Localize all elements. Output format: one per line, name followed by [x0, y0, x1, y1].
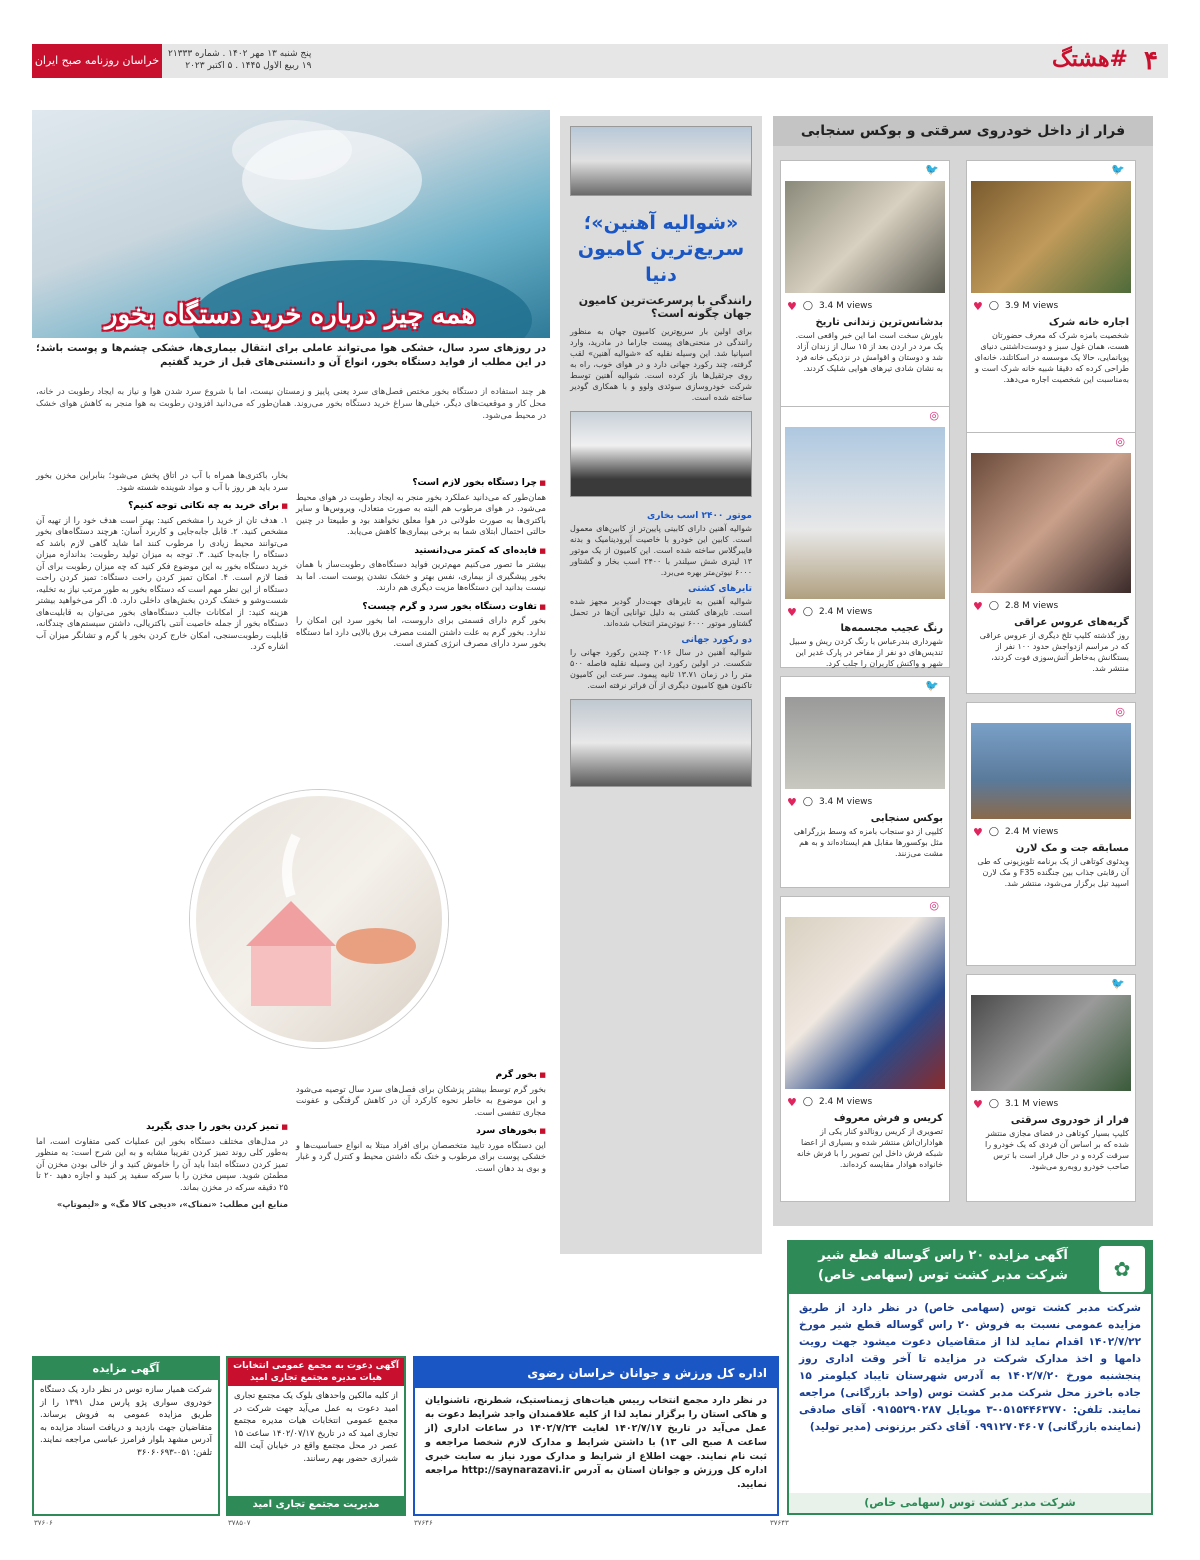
ad-body: از کلیه مالکین واحدهای بلوک یک مجتمع تجاری امید دعوت به عمل می‌آید جهت شرکت در مجمع عمومی انتخابات هیات مدیره مجتمع تجاری امید که در تاریخ ۱۴۰۲/۰۷/۱۷ ساعت ۱۵ عصر در محل مجتمع واقع در خیابان آیت الله شیرازی حضور بهم رسانند. — [234, 1391, 398, 1464]
heart-icon: ♥ — [787, 1095, 797, 1109]
post-text: شهرداری بندرعباس با رنگ کردن ریش و سبیل تندیس‌های دو نفر از مفاخر در پارک غدیر این شهر و واکنش کاربران را جلب کرد. — [789, 637, 943, 668]
truck-intro: برای اولین بار سریع‌ترین کامیون جهان به منظور رانندگی در منحنی‌های پیست جاراما در مادرید، وارد اسپانیا شد. این وسیله نقلیه که «شوالیه آهنین» لقب گرفته، چند رکورد جهانی دارد و در هوای خوب، راه به روی جرثقیل‌ها باز کرده است. شوالیه آهنین توسط شرکت خودروسازی سوئدی ولوو و با همکاری گودیر ساخته شده است. — [570, 327, 752, 402]
article-intro: هر چند استفاده از دستگاه بخور مختص فصل‌های سرد یعنی پاییز و زمستان نیست، اما با شروع سرد شدن هوا و نیاز به ایجاد رطوبت در خانه، محل کار و موقعیت‌های دیگر، خیلی‌ها سراغ خرید دستگاه بخور می‌روند. همان‌طور که می‌دانید افزودن رطوبت به هوا منجر به کاهش هوای خشک در محیط می‌شود. — [36, 387, 546, 421]
ad-code: ۳۷۶۴۳ — [770, 1519, 789, 1527]
ad-footer: مدیریت مجتمع تجاری امید — [228, 1496, 404, 1514]
post-title: فرار از خودروی سرقتی — [1010, 1115, 1129, 1126]
post-text: شخصیت بامزه شرک که معرف حضورتان هست، همان غول سبز و دوست‌داشتنی دنیای پویانمایی، حالا یک موسسه در اسکاتلند، خانه‌ای طراحی کرده که دقیقا شبیه خانه شرک است و به‌مناسبت این شخصیت اجاره می‌دهد. — [974, 331, 1129, 384]
post-photo — [785, 917, 945, 1089]
truck-heading-records: دو رکورد جهانی — [681, 635, 752, 645]
views-count: 3.9 M views — [1004, 301, 1059, 311]
heart-icon: ♥ — [787, 605, 797, 619]
post-text: روز گذشته کلیپ تلخ دیگری از عروس عراقی که در مراسم ازدواجش حدود ۱۰۰ نفر از بستگانش به‌خاطر آتش‌سوزی فوت کردند، منتشر شد. — [979, 631, 1129, 673]
views-count: 3.1 M views — [1004, 1099, 1059, 1109]
heart-icon: ♥ — [787, 795, 797, 809]
section-heading: ■ تفاوت دستگاه بخور سرد و گرم چیست؟ — [296, 602, 546, 614]
post-photo — [971, 723, 1131, 819]
views-count: 2.4 M views — [1004, 827, 1059, 837]
social-card[interactable] — [780, 676, 950, 888]
truck-article — [560, 116, 762, 1254]
post-title: مسابقه جت و مک لارن — [1015, 843, 1129, 854]
auction-ad-calves[interactable] — [787, 1240, 1153, 1515]
post-photo — [971, 181, 1131, 293]
comment-icon: ◯ — [802, 1097, 813, 1107]
section-title: #هشتگ — [1052, 46, 1128, 72]
section-heading: ■ فایده‌ای که کمتر می‌دانستید — [296, 546, 546, 558]
section-text: در مدل‌های مختلف دستگاه بخور این عملیات کمی متفاوت است، اما به‌طور کلی روند تمیز کردن تقریبا مشابه و به این شرح است: به منظور تمیز کردن دستگاه ابتدا باید آن را خاموش کنید و از خالی بودن مخزن آن مطمئن شوید. سپس مخزن را با سرکه سفید پر کنید و اجازه دهید ۲۰ تا ۲۵ دقیقه سرکه در مخزن بماند. — [36, 1135, 288, 1192]
post-photo — [971, 995, 1131, 1091]
ad-title: اداره کل ورزش و جوانان خراسان رضوی — [415, 1358, 777, 1388]
post-photo — [971, 453, 1131, 593]
truck-paragraph: شوالیه آهنین دارای کابینی پایین‌تر از کابین‌های معمول است. کابین این خودرو با خاصیت آیرودینامیک و بدنه فایبرگلاس ساخته شده است. این کامیون از یک موتور ۱۳ لیتری شش سیلندر با ۲۴۰۰ اسب بخار و گشتاور ۶۰۰۰ نیوتن‌متر بهره می‌برد. — [570, 524, 753, 577]
social-card[interactable] — [780, 896, 950, 1202]
instagram-icon: ◎ — [1115, 705, 1125, 718]
post-title: کریس و فرش معروف — [833, 1113, 943, 1124]
comment-icon: ◯ — [802, 301, 813, 311]
company-logo-icon: ✿ — [1099, 1246, 1145, 1292]
section-text: بخور گرم دارای قسمتی برای داروست، اما بخور سرد این امکان را ندارد. بخور گرم به علت داشتن المنت مصرف برق بالایی دارد اما دستگاه بخور سرد دارای مصرف انرژی کمتری است. — [296, 615, 546, 648]
sports-office-ad[interactable] — [413, 1356, 779, 1516]
post-text: ویدئوی کوتاهی از یک برنامه تلویزیونی که طی آن رقابتی جذاب بین جنگنده F35 و مک لارن اسپید تیل برگزار می‌شود، منتشر شد. — [977, 857, 1129, 888]
social-card[interactable] — [966, 702, 1136, 966]
article-column-left — [36, 470, 288, 653]
views-count: 3.4 M views — [818, 797, 873, 807]
section-text: ۱. هدف تان از خرید را مشخص کنید: بهتر است هدف خود را از تهیه آن مشخص کنید. ۲. قابل جابه‌جایی و کاربرد آسان: هرچند دستگاه‌های بخور می‌توانند محیط زیادی را مرطوب کنند اما شاید گاهی لازم باشد که دستگاه را جابه‌جا کنید. ۳. توجه به میزان تولید رطوبت: بداندازه میزان خرید دستگاه بخور به این موضوع فکر کنید که چه میزان رطوبت برای آن فضا لازم است. ۴. امکان تمیز کردن راحت دستگاه: تمیز کردن راحت دستگاه از این نظر مهم است که دستگاه بخور به طور مرتب نیاز به تخلیه، شست‌وشو و خشک کردن بخش‌های داخلی دارد. ۵. اگر می‌خواهید بیشتر هزینه کنید: از امکانات جالب دستگاه‌های بخور می‌توان به قابلیت‌های دستگاه بخور از جمله خاصیت آنتی باکتریالی، داشتن سیستم‌های چندگانه، قابلیت رطوبت‌سنجی، امکان خارج کردن بخور یا گرم و تشانگر میزان آب اشاره کرد. — [36, 514, 288, 651]
truck-paragraph: شوالیه آهنین در سال ۲۰۱۶ چندین رکورد جهانی را شکست. در اولین رکورد این وسیله نقلیه فاصله ۵۰۰ متر را در زمان ۱۳.۷۱ ثانیه پیمود. سرعت این کامیون تاکنون هیچ کامیون دیگری از آن فراتر نرفته است. — [570, 648, 752, 690]
post-title: اجاره خانه شرک — [1048, 317, 1129, 328]
section-text: همان‌طور که می‌دانید عملکرد بخور منجر به ایجاد رطوبت در هوای محیط می‌شود. در هوای مرطوب هم البته به صورت متعادل، ویروس‌ها و سایر باکتری‌ها به صورت طولانی در هوا معلق نخواهند بود و طبیعتا در چنین حالتی احتمال ابتلای شما به برخی بیماری‌ها کاهش می‌یابد. — [296, 491, 546, 536]
ad-title: آگهی دعوت به مجمع عمومی انتخابات هیات مدیره مجتمع تجاری امید — [228, 1358, 404, 1386]
twitter-icon: 🐦 — [1111, 163, 1125, 176]
section-text: بیشتر ما تصور می‌کنیم مهم‌ترین فواید دستگاه‌های رطوبت‌ساز با همان بخور پیشگیری از بیماری، نفس بهتر و خشک نشدن پوست است. اما بد نیست بدانید این دستگاه‌ها مزیت دیگری هم دارند. — [296, 559, 546, 592]
article-column-left-bottom — [36, 1114, 288, 1211]
truck-photo-bottom — [570, 699, 752, 787]
twitter-icon: 🐦 — [925, 679, 939, 692]
article-column-right-bottom — [296, 1062, 546, 1174]
ad-body: در نظر دارد مجمع انتخاب رییس هیات‌های ژیمناستیک، شطرنج، تاشنوایان و هاکی استان را برگزار نماید لذا از کلیه علاقمندان واجد شرایط دعوت به عمل می‌آید در تاریخ ۱۴۰۲/۷/۱۷ لغایت ۱۴۰۲/۷/۲۴ در ساعات اداری (از ساعت ۸ صبح الی ۱۳) با داشتن شرایط و مدارک لازم شخصا مراجعه و ثبت نام نمایند. جهت اطلاع از شرایط و مدارک مورد نیاز به سایت خبری اداره کل ورزش و جوانان استان به آدرس http://saynarazavi.ir مراجعه نمایید. — [425, 1395, 767, 1490]
ad-footer: شرکت مدبر کشت توس (سهامی خاص) — [789, 1493, 1151, 1513]
views-count: 2.8 M views — [1004, 601, 1059, 611]
section-text: بخور گرم توسط بیشتر پزشکان برای فصل‌های سرد سال توصیه می‌شود و این موضوع به خاطر نحوه کارکرد آن در کاهش گرفتگی و عفونت مجاری تنفسی است. — [296, 1083, 546, 1117]
ad-title: آگهی مزایده — [34, 1358, 218, 1380]
post-text: باورش سخت است اما این خبر واقعی است. یک مرد در اردن بعد از ۱۵ سال از زندان آزاد شد و دوستان و اقوامش در نزدیکی خانه فرد به نشان شادی تیرهای هوایی شلیک کردند. — [795, 331, 943, 373]
heart-icon: ♥ — [973, 825, 983, 839]
views-count: 2.4 M views — [818, 1097, 873, 1107]
truck-subtitle: رانندگی با پرسرعت‌ترین کامیون جهان چگونه است؟ — [578, 294, 752, 320]
house-humidifier-illustration — [196, 796, 442, 1042]
truck-heading-engine: موتور ۲۴۰۰ اسب بخاری — [647, 511, 752, 521]
truck-heading-tires: تایرهای کشتی — [688, 584, 752, 594]
section-heading: ■ برای خرید به چه نکاتی توجه کنیم؟ — [36, 501, 288, 513]
social-card[interactable] — [780, 406, 950, 668]
post-text: کلیپی از دو سنجاب بامزه که وسط بزرگراهی مثل بوکسورها مقابل هم ایستاده‌اند و به هم مشت می‌زنند. — [793, 827, 943, 858]
truck-paragraph: شوالیه آهنین به تایرهای جهت‌دار گودیر مجهز شده است. تایرهای کشتی به دلیل توانایی آن‌ها در تحمل گشتاور موتور ۶۰۰۰ نیوتن‌متر انتخاب شده‌اند. — [570, 597, 752, 628]
post-photo — [785, 181, 945, 293]
ad-body: شرکت همیار سازه توس در نظر دارد یک دستگاه خودروی سواری پژو پارس مدل ۱۳۹۱ را از طریق مزایده عمومی به فروش برساند. متقاضیان جهت بازدید و دریافت اسناد مزایده به آدرس مشهد بلوار فرامرز عباسی مراجعه نمایند. تلفن: ۰۵۱-۳۶۰۶۰۶۹۳ — [40, 1385, 212, 1458]
ad-code: ۳۷۶۴۶ — [414, 1519, 433, 1527]
comment-icon: ◯ — [988, 601, 999, 611]
humidifier-round-photo — [190, 790, 448, 1048]
comment-icon: ◯ — [802, 607, 813, 617]
social-card[interactable] — [966, 974, 1136, 1202]
post-photo — [785, 697, 945, 789]
heart-icon: ♥ — [973, 1097, 983, 1111]
comment-icon: ◯ — [988, 1099, 999, 1109]
post-photo — [785, 427, 945, 599]
views-count: 2.4 M views — [818, 607, 873, 617]
comment-icon: ◯ — [802, 797, 813, 807]
twitter-icon: 🐦 — [1111, 977, 1125, 990]
ad-body: شرکت مدبر کشت توس (سهامی خاص) در نظر دارد از طریق مزایده عمومی نسبت به فروش ۲۰ راس گوساله قطع شیر مورخ ۱۴۰۲/۷/۲۲ اقدام نماید لذا از متقاضیان دعوت میشود جهت رویت دامها و اخذ مدارک شرکت در مزایده تا آخر وقت اداری روز پنجشنبه مورخ ۱۴۰۲/۷/۲۰ به آدرس شهرستان تایباد کیلومتر ۱۵ جاده باخرز محل شرکت مدبر کشت توس (واحد بازرگانی) مراجعه نمایند. تلفن: ۰۵۱۵۴۴۶۳۷۷۰-۳ موبایل ۰۹۱۵۵۲۹۰۲۸۷ آقای صادقی (نماینده بازرگانی) ۰۹۹۱۲۷۰۴۶۰۷ آقای دکتر برزنونی (مدیر تولید) — [799, 1302, 1142, 1433]
article-headline: همه چیز درباره خرید دستگاه بخور — [104, 300, 476, 330]
truck-photo-middle — [570, 411, 752, 497]
twitter-icon: 🐦 — [925, 163, 939, 176]
heart-icon: ♥ — [973, 599, 983, 613]
social-card[interactable] — [966, 432, 1136, 694]
section-heading: ■ چرا دستگاه بخور لازم است؟ — [296, 478, 546, 490]
instagram-icon: ◎ — [929, 899, 939, 912]
instagram-icon: ◎ — [929, 409, 939, 422]
views-count: 3.4 M views — [818, 301, 873, 311]
article-column-right — [296, 470, 546, 650]
section-heading: ■ بخور گرم — [296, 1070, 546, 1082]
section-text: این دستگاه مورد تایید متخصصان برای افراد مبتلا به انواع حساسیت‌ها و خشکی پوست برای مرطوب و خنک نگه داشتن محیط و کنترل گرد و غبار و بوی بد دهان است. — [296, 1139, 546, 1173]
post-text: کلیپ بسیار کوتاهی در فضای مجازی منتشر شده که بر اساس آن فردی که یک خودرو را سرقت کرده و در حال فرار است با ترس صاحب خودرو روبه‌رو می‌شود. — [985, 1129, 1129, 1171]
section-text: بخار، باکتری‌ها همراه با آب در اتاق پخش می‌شود؛ بنابراین مخزن بخور سرد باید هر روز با آب و مواد شوینده شسته شود. — [36, 470, 288, 492]
comment-icon: ◯ — [988, 301, 999, 311]
page-number: ۴ — [1144, 46, 1158, 76]
heart-icon: ♥ — [973, 299, 983, 313]
post-title: رنگ عجیب مجسمه‌ها — [840, 623, 943, 634]
post-text: تصویری از کریس رونالدو کنار یکی از هواداران‌اش منتشر شده و بسیاری از اعضا شبکه فرش داخل این تصویر را با فرش خانه خانواده هوادار مقایسه کرده‌اند. — [796, 1127, 943, 1169]
article-sources: منابع این مطلب: «نمناک»، «دیجی کالا مگ» و «لیموتاپ» — [56, 1199, 288, 1209]
truck-title: «شوالیه آهنین»؛ سریع‌ترین کامیون دنیا — [577, 212, 745, 286]
heart-icon: ♥ — [787, 299, 797, 313]
article-lead: در روزهای سرد سال، خشکی هوا می‌تواند عاملی برای انتقال بیماری‌ها، خشکی چشم‌ها و پوست باشد؛ در این مطلب از فواید دستگاه بخور، انواع آن و دانستنی‌های قبل از خرید گفتیم — [36, 343, 546, 368]
ad-code: ۳۷۶۰۶ — [34, 1519, 53, 1527]
comment-icon: ◯ — [988, 827, 999, 837]
social-title: فرار از داخل خودروی سرقتی و بوکس سنجابی — [773, 116, 1153, 146]
truck-photo-top — [570, 126, 752, 196]
post-title: بوکس سنجابی — [870, 813, 943, 824]
section-heading: ■ بخورهای سرد — [296, 1126, 546, 1138]
issue-date: پنج شنبه ۱۳ مهر ۱۴۰۲ . شماره ۲۱۳۳۳ ۱۹ ربیع الاول ۱۴۴۵ . ۵ اکتبر ۲۰۲۳ — [168, 49, 312, 71]
section-heading: ■ تمیز کردن بخور را جدی بگیرید — [36, 1122, 288, 1134]
assembly-invitation-ad[interactable] — [226, 1356, 406, 1516]
ad-code: ۳۷۸۵۰۷ — [228, 1519, 251, 1527]
page-header — [32, 44, 1168, 78]
post-title: بدشانس‌ترین زندانی تاریخ — [815, 317, 943, 328]
newspaper-logo: خراسان روزنامه صبح ایران — [32, 44, 162, 78]
social-card[interactable] — [966, 160, 1136, 460]
post-title: گریه‌های عروس عراقی — [1014, 617, 1129, 628]
ad-title: آگهی مزایده ۲۰ راس گوساله قطع شیر شرکت مدبر کشت توس (سهامی خاص) — [789, 1242, 1151, 1294]
instagram-icon: ◎ — [1115, 435, 1125, 448]
auction-ad-car[interactable] — [32, 1356, 220, 1516]
